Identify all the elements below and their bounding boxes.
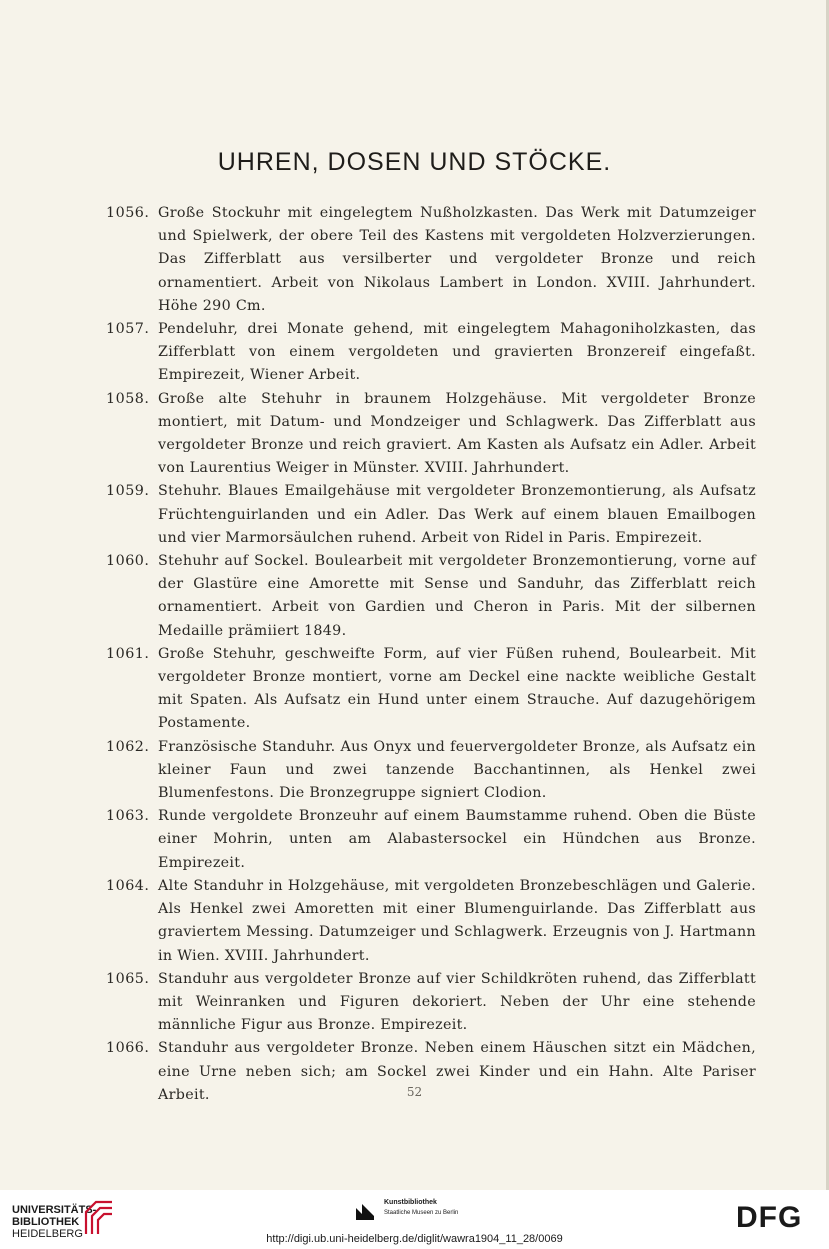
entry-number: 1057. xyxy=(106,321,150,338)
catalog-entry-1060 xyxy=(106,550,756,643)
entry-text: Standuhr aus vergoldeter Bronze auf vier Schildkröten ruhend, das Zifferblatt mit Weinranken und Figuren dekoriert. Neben der Uhr eine stehende männliche Figur aus Bronze. Empirezeit. xyxy=(158,970,756,1034)
entry-text: Große Stehuhr, geschweifte Form, auf vier Füßen ruhend, Boulearbeit. Mit vergoldeter Bronze montiert, vorne am Deckel eine nackte weibliche Gestalt mit Spaten. Als Aufsatz ein Hund unter einem Strauche. Auf dazugehörigem Postamente. xyxy=(158,645,756,732)
entry-number: 1066. xyxy=(106,1040,150,1057)
entry-number: 1061. xyxy=(106,645,150,662)
entry-text: Große Stockuhr mit eingelegtem Nußholzkasten. Das Werk mit Datumzeiger und Spielwerk, der obere Teil des Kastens mit vergoldeten Holzverzierungen. Das Zifferblatt aus versilberter und vergoldeter Bronze und reich ornamentiert. Arbeit von Nikolaus Lambert in London. XVIII. Jahrhundert. Höhe 290 Cm. xyxy=(158,205,756,314)
heidelberg-emblem-icon xyxy=(82,1198,116,1238)
entry-text: Stehuhr auf Sockel. Boulearbeit mit vergoldeter Bronzemontierung, vorne auf der Glastüre eine Amorette mit Sense und Sanduhr, das Zifferblatt reich ornamentiert. Arbeit von Gardien und Cheron in Paris. Mit der silbernen Medaille prämiiert 1849. xyxy=(158,553,756,639)
entry-number: 1056. xyxy=(106,205,150,221)
uni-line-3: HEIDELBERG xyxy=(12,1228,83,1240)
entry-number: 1064. xyxy=(106,877,150,894)
catalog-entries xyxy=(106,202,756,1107)
entry-number: 1063. xyxy=(106,808,150,825)
catalog-entry-1064 xyxy=(106,875,756,968)
catalog-entry-1057 xyxy=(106,318,756,388)
page-title: UHREN, DOSEN UND STÖCKE. xyxy=(217,148,612,176)
catalog-entry-1059 xyxy=(106,480,756,550)
page-number: 52 xyxy=(406,1085,423,1099)
entry-text: Große alte Stehuhr in braunem Holzgehäuse. Mit vergoldeter Bronze montiert, mit Datum- und Mondzeiger und Schlagwerk. Das Zifferblatt aus vergoldeter Bronze und reich graviert. Am Kasten als Aufsatz ein Adler. Arbeit von Laurentius Weiger in Münster. XVIII. Jahrhundert. xyxy=(158,390,756,477)
catalog-entry-1062 xyxy=(106,736,756,806)
entry-text: Runde vergoldete Bronzeuhr auf einem Baumstamme ruhend. Oben die Büste einer Mohrin, unten am Alabastersockel ein Hündchen aus Bronze. Empirezeit. xyxy=(158,808,756,871)
uni-line-2: BIBLIOTHEK xyxy=(12,1216,80,1228)
entry-text: Standuhr aus vergoldeter Bronze. Neben einem Häuschen sitzt ein Mädchen, eine Urne neben sich; am Sockel zwei Kinder und ein Hahn. Alte Pariser Arbeit. xyxy=(158,1040,756,1103)
catalog-entry-1061 xyxy=(106,643,756,736)
entry-number: 1058. xyxy=(106,390,150,407)
entry-number: 1062. xyxy=(106,738,150,755)
catalog-entry-1063 xyxy=(106,805,756,875)
digitization-footer xyxy=(0,1190,829,1249)
entry-number: 1060. xyxy=(106,553,150,570)
entry-text: Alte Standuhr in Holzgehäuse, mit vergoldeten Bronzebeschlägen und Galerie. Als Henkel zwei Amoretten mit einer Blumenguirlande. Das Zifferblatt aus graviertem Messing. Datumzeiger und Schlagwerk. Erzeugnis von J. Hartmann in Wien. XVIII. Jahrhundert. xyxy=(158,877,756,964)
catalog-entry-1065 xyxy=(106,968,756,1038)
entry-number: 1065. xyxy=(106,970,150,987)
catalog-entry-1058 xyxy=(106,388,756,481)
kunstbibliothek-name: Kunstbibliothek xyxy=(384,1199,437,1206)
catalog-entry-1056 xyxy=(106,202,756,318)
entry-text: Stehuhr. Blaues Emailgehäuse mit vergoldeter Bronzemontierung, als Aufsatz Früchtenguirlanden und ein Adler. Das Werk auf einem blauen Emailbogen und vier Marmorsäulchen ruhend. Arbeit von Ridel in Paris. Empirezeit. xyxy=(158,483,756,546)
entry-text: Pendeluhr, drei Monate gehend, mit eingelegtem Mahagoniholzkasten, das Zifferblatt von einem vergoldeten und gravierten Bronzereif eingefaßt. Empirezeit, Wiener Arbeit. xyxy=(158,321,756,384)
kunstbibliothek-logo[interactable] xyxy=(354,1198,484,1228)
kunstbibliothek-subtitle: Staatliche Museen zu Berlin xyxy=(384,1210,459,1216)
permalink-url[interactable]: http://digi.ub.uni-heidelberg.de/diglit/wawra1904_11_28/0069 xyxy=(266,1233,563,1245)
uni-line-1: UNIVERSITÄTS- xyxy=(12,1204,97,1216)
kunstbibliothek-mark-icon xyxy=(354,1202,376,1222)
kunstbibliothek-text xyxy=(384,1198,458,1218)
entry-text: Französische Standuhr. Aus Onyx und feuervergoldeter Bronze, als Aufsatz ein kleiner Faun und zwei tanzende Bacchantinnen, als Henkel zwei Blumenfestons. Die Bronzegruppe signiert Clodion. xyxy=(158,738,756,802)
dfg-logo[interactable]: DFG xyxy=(736,1201,803,1234)
entry-number: 1059. xyxy=(106,483,150,500)
